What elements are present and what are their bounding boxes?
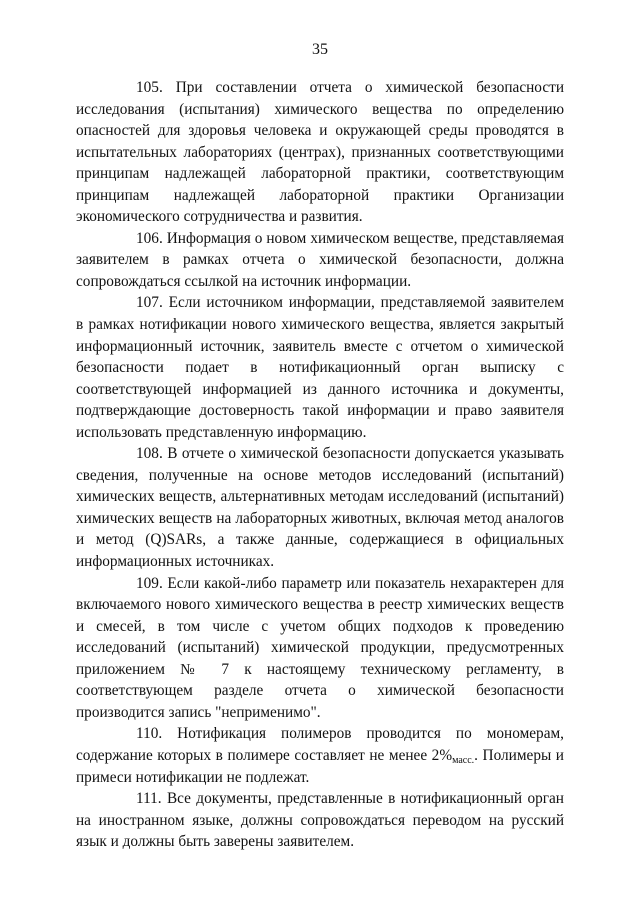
paragraph-105: 105. При составлении отчета о химической безопасности исследования (испытания) химического вещества по определению опасностей для здоровья человека и окружающей среды проводятся в испытательных лабораториях (центрах), признанных соответствующими принципам надлежащей лабораторной практики, соответствующим принципам надлежащей лабораторной практики Организации экономического сотрудничества и развития. <box>76 79 564 226</box>
paragraph-110 <box>76 723 564 788</box>
paragraph-108: 108. В отчете о химической безопасности допускается указывать сведения, полученные на основе методов исследований (испытаний) химических веществ, альтернативных методам исследований (испытаний) химических веществ на лабораторных животных, включая метод аналогов и метод (Q)SARs, а также данные, содержащиеся в официальных информационных источниках. <box>76 445 564 571</box>
document-body <box>76 77 564 853</box>
paragraph-111: 111. Все документы, представленные в нотификационный орган на иностранном языке, должны сопровождаться переводом на русский язык и должны быть заверены заявителем. <box>76 790 564 851</box>
paragraph-110-text-after: . Полимеры и примеси нотификации не подлежат. <box>76 746 564 786</box>
mass-subscript: масс. <box>452 754 475 766</box>
page-number: 35 <box>312 41 328 58</box>
paragraph-109: 109. Если какой-либо параметр или показатель нехарактерен для включаемого нового химического вещества в реестр химических веществ и смесей, в том числе с учетом общих подходов к проведению исследований (испытаний) химической продукции, предусмотренных приложением № 7 к настоящему техническому регламенту, в соответствующем разделе отчета о химической безопасности производится запись "неприменимо". <box>76 574 564 721</box>
paragraph-106: 106. Информация о новом химическом веществе, представляемая заявителем в рамках отчета о химической безопасности, должна сопровождаться ссылкой на источник информации. <box>76 229 564 290</box>
paragraph-110-text-before: 110. Нотификация полимеров проводится по мономерам, содержание которых в полимере составляет не менее 2% <box>76 725 564 764</box>
paragraph-107: 107. Если источником информации, представляемой заявителем в рамках нотификации нового химического вещества, является закрытый информационный источник, заявитель вместе с отчетом о химической безопасности подает в нотификационный орган выписку с соответствующей информацией из данного источника и документы, подтверждающие достоверность такой информации и право заявителя использовать представленную информацию. <box>76 294 564 441</box>
